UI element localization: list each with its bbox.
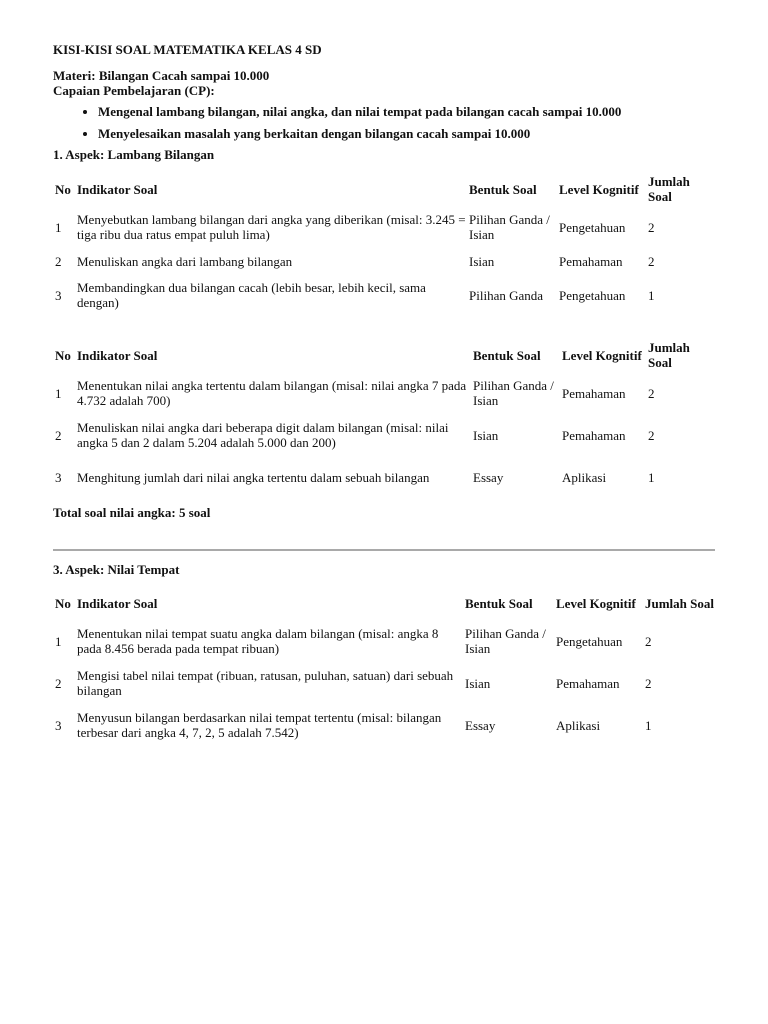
header-level: Level Kognitif <box>556 595 636 611</box>
header-jumlah: Jumlah Soal <box>648 340 690 370</box>
cell-bentuk: Essay <box>465 717 496 733</box>
cell-indikator: Menuliskan nilai angka dari beberapa digit dalam bilangan (misal: nilai angka 5 dan 2 dalam 5.204 adalah 5.000 dan 200) <box>77 420 449 450</box>
goal-item: • Mengenal lambang bilangan, nilai angka, dan nilai tempat pada bilangan cacah sampai 10.000 <box>98 104 715 119</box>
cell-bentuk: Isian <box>465 675 491 691</box>
cell-level: Pemahaman <box>562 385 626 401</box>
cell-indikator: Menyebutkan lambang bilangan dari angka yang diberikan (misal: 3.245 = tiga ribu dua ratus empat puluh lima) <box>77 212 466 242</box>
cell-bentuk: Pilihan Ganda / Isian <box>465 626 546 656</box>
document-page <box>53 42 715 521</box>
cell-bentuk: Pilihan Ganda <box>469 287 544 303</box>
cell-jumlah: 2 <box>648 253 655 269</box>
document-page-lower <box>53 562 715 746</box>
cell-no: 3 <box>55 469 62 485</box>
cell-level: Pengetahuan <box>559 287 626 303</box>
goals-list <box>53 104 715 141</box>
cell-level: Aplikasi <box>556 717 601 733</box>
section-3-title: 3. Aspek: Nilai Tempat <box>53 562 180 577</box>
cell-jumlah: 2 <box>648 219 655 235</box>
header-bentuk: Bentuk Soal <box>469 181 537 197</box>
cell-no: 2 <box>55 427 62 443</box>
table-row <box>53 414 715 456</box>
cell-no: 2 <box>55 253 62 269</box>
cell-jumlah: 1 <box>648 469 655 485</box>
cell-indikator: Menyusun bilangan berdasarkan nilai tempat tertentu (misal: bilangan terbesar dari angka 4, 7, 2, 5 adalah 7.542) <box>77 710 442 740</box>
cell-level: Pengetahuan <box>559 219 626 235</box>
header-jumlah: Jumlah Soal <box>645 595 714 611</box>
table-nilai-tempat <box>53 586 715 746</box>
table-row <box>53 662 715 704</box>
table-row <box>53 620 715 662</box>
cell-bentuk: Pilihan Ganda / Isian <box>469 212 550 242</box>
cell-jumlah: 1 <box>648 287 655 303</box>
header-jumlah: Jumlah Soal <box>648 174 690 204</box>
table-row <box>53 206 715 248</box>
cell-no: 2 <box>55 675 62 691</box>
header-indikator: Indikator Soal <box>77 347 158 363</box>
header-no: No <box>55 347 71 363</box>
header-level: Level Kognitif <box>562 347 642 363</box>
cell-bentuk: Pilihan Ganda / Isian <box>473 378 554 408</box>
table-lambang-bilangan <box>53 172 715 316</box>
header-no: No <box>55 181 71 197</box>
header-indikator: Indikator Soal <box>77 181 158 197</box>
header-level: Level Kognitif <box>559 181 639 197</box>
table-row <box>53 274 715 316</box>
cell-indikator: Mengisi tabel nilai tempat (ribuan, ratusan, puluhan, satuan) dari sebuah bilangan <box>77 668 454 698</box>
table-row <box>53 456 715 498</box>
table-row <box>53 704 715 746</box>
cell-indikator: Menghitung jumlah dari nilai angka tertentu dalam sebuah bilangan <box>77 469 430 485</box>
cell-level: Pemahaman <box>559 253 623 269</box>
cell-no: 3 <box>55 717 62 733</box>
cell-bentuk: Isian <box>473 427 499 443</box>
table-header-row <box>53 586 715 620</box>
total-nilai-angka: Total soal nilai angka: 5 soal <box>53 505 211 520</box>
table-row <box>53 248 715 274</box>
document-title: KISI-KISI SOAL MATEMATIKA KELAS 4 SD <box>53 42 322 57</box>
cell-jumlah: 2 <box>648 385 655 401</box>
cell-jumlah: 2 <box>645 633 652 649</box>
materi-line: Materi: Bilangan Cacah sampai 10.000 <box>53 68 270 83</box>
header-bentuk: Bentuk Soal <box>465 595 533 611</box>
cell-no: 3 <box>55 287 62 303</box>
cell-level: Pemahaman <box>556 675 620 691</box>
table-row <box>53 372 715 414</box>
header-bentuk: Bentuk Soal <box>473 347 541 363</box>
cell-indikator: Menentukan nilai tempat suatu angka dalam bilangan (misal: angka 8 pada 8.456 berada pada tempat ribuan) <box>77 626 439 656</box>
cell-bentuk: Essay <box>473 469 504 485</box>
document-meta <box>53 68 715 98</box>
cell-bentuk: Isian <box>469 253 495 269</box>
cell-indikator: Menuliskan angka dari lambang bilangan <box>77 253 293 269</box>
header-no: No <box>55 595 71 611</box>
header-indikator: Indikator Soal <box>77 595 158 611</box>
cell-jumlah: 2 <box>645 675 652 691</box>
cell-jumlah: 1 <box>645 717 652 733</box>
section-1-title: 1. Aspek: Lambang Bilangan <box>53 147 215 162</box>
table-nilai-angka <box>53 338 715 498</box>
cell-indikator: Membandingkan dua bilangan cacah (lebih besar, lebih kecil, sama dengan) <box>77 280 426 310</box>
cell-level: Pengetahuan <box>556 633 623 649</box>
cell-jumlah: 2 <box>648 427 655 443</box>
table-header-row <box>53 172 715 206</box>
cell-no: 1 <box>55 219 62 235</box>
cell-level: Aplikasi <box>562 469 607 485</box>
cell-level: Pemahaman <box>562 427 626 443</box>
table-header-row <box>53 338 715 372</box>
capaian-label: Capaian Pembelajaran (CP): <box>53 83 215 98</box>
cell-indikator: Menentukan nilai angka tertentu dalam bilangan (misal: nilai angka 7 pada 4.732 adalah 700) <box>77 378 467 408</box>
horizontal-divider <box>53 549 715 551</box>
cell-no: 1 <box>55 385 62 401</box>
goal-item: • Menyelesaikan masalah yang berkaitan dengan bilangan cacah sampai 10.000 <box>98 126 715 141</box>
cell-no: 1 <box>55 633 62 649</box>
